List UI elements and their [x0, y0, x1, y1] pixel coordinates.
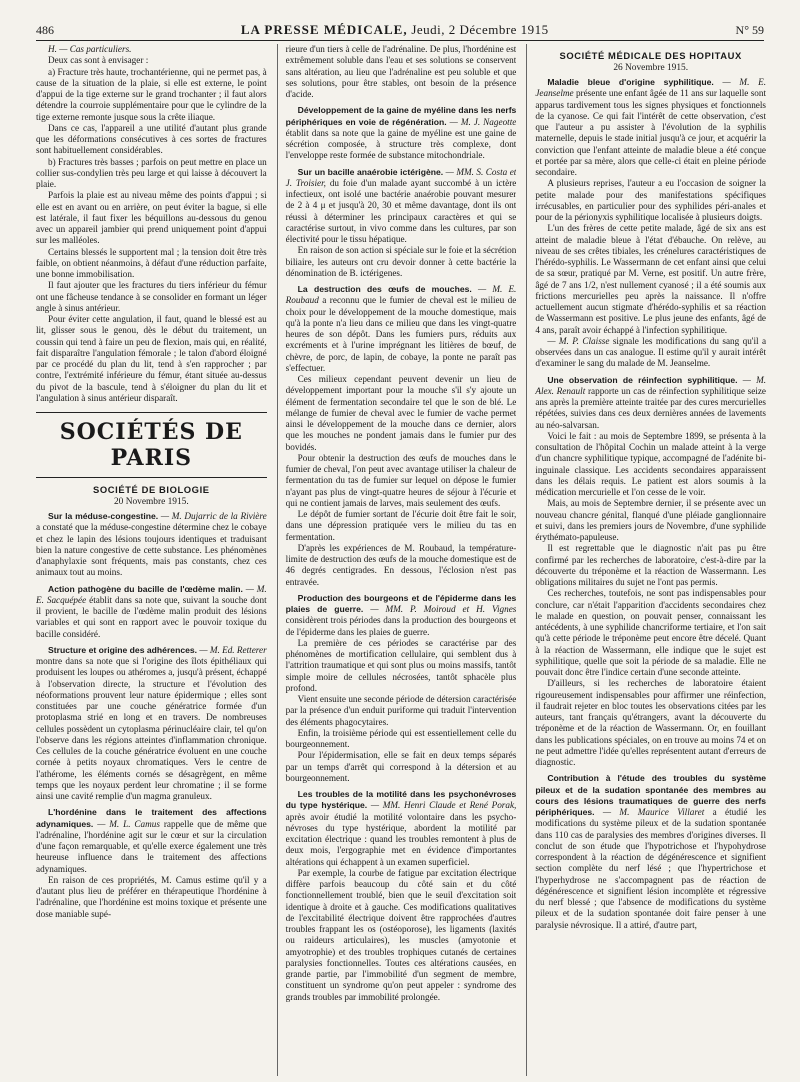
paragraph: b) Fractures très basses ; parfois on peut mettre en place un collier sus-condylien très peu large et qui laisse à découvert la plaie. [36, 156, 267, 189]
paragraph: Mais, au mois de Septembre dernier, il se présente avec un nouveau chancre génital, flanqué d'une pléiade ganglionnaire et suivi, dans les premiers jours de Novembre, d'une syphilide érythémato-papuleuse. [535, 498, 767, 542]
paragraph: Il est regrettable que le diagnostic n'ait pas pu être confirmé par les recherches de laboratoire, c'est-à-dire par la découverte du tréponème et la réaction de Wassermann. Les obligations militaires du sujet ne l'ont pas permis. [535, 543, 767, 587]
section-title: SOCIÉTÉS DE PARIS [36, 412, 267, 478]
article-entry: La destruction des œufs de mouches. — M. E. Roubaud a reconnu que le fumier de cheval est le milieu de choix pour le développement de la mouche domestique, mais qu'à la ponte n'a lieu dans ce milieu que dans les vingt-quatre heures de son dépôt. Dans les fumiers purs, réduits aux excréments et à l'urine imprégnant les litières de bœuf, de chèvre, de porc, de lapin, de cobaye, la ponte ne paraît pas s'effectuer. [285, 284, 517, 373]
column-2 [277, 44, 517, 1076]
paragraph: a) Fracture très haute, trochantérienne, qui ne permet pas, à cause de la situation de la plaie, si elle est externe, le point d'appui de la tige externe sur le grand trochanter ; il faut alors détendre la courroie supplémentaire pour que le cylindre de la tige externe remonte jusque sous la crête iliaque. [36, 66, 267, 122]
paragraph: D'après les expériences de M. Roubaud, la température-limite de destruction des œufs de la mouche domestique est de 46 degrés centigrades. En dessous, l'éclosion n'est pas entravée. [285, 542, 517, 587]
paragraph: Pour l'épidermisation, elle se fait en deux temps séparés par un temps d'arrêt qui correspond à la détersion et au bourgeonnement. [285, 750, 517, 783]
article-entry: Action pathogène du bacille de l'œdème malin. — M. E. Sacquépée établit dans sa note que, suivant la souche dont il provient, le bacille de l'œdème malin produit des lésions variables et qui sont en rapport avec le pouvoir toxique du bacille considéré. [36, 583, 267, 639]
article-entry: Maladie bleue d'origine syphilitique. — M. E. Jeanselme présente une enfant âgée de 11 ans sur laquelle sont apparus tardivement tous les signes physiques et fonctionnels de la cyanose. Ce qui fait l'intérêt de cette observation, c'est que l'auteur a pu assister à l'évolution de la syphilis maternelle, depuis le stade initial jusqu'à ce jour, et acquérir la conviction que l'enfant atteinte de maladie bleue a été conçue et portée par sa mère, alors que celle-ci était en pleine période secondaire. [535, 77, 767, 177]
article-entry: L'hordénine dans le traitement des affections adynamiques. — M. L. Camus rappelle que de même que l'adrénaline, l'hordénine agit sur le cœur et sur la circulation d'une façon remarquable, et qu'elle exerce également une très heureuse influence dans le traitement des affections adynamiques. [36, 807, 267, 874]
page-header [36, 14, 764, 41]
article-entry: Les troubles de la motilité dans les psychonévroses du type hystérique. — MM. Henri Claude et René Porak, après avoir étudié la motilité volontaire dans les psycho-névroses du type hystérique, abordent la motilité par excitation électrique : quand les troubles remontent à plus de deux mois, l'ergographie met en évidence d'importantes altérations qui échappent à un examen superficiel. [285, 789, 517, 867]
article-entry: — M. P. Claisse signale les modifications du sang qu'il a observées dans un cas analogue. Il estime qu'il y aurait intérêt d'examiner le sang du malade de M. Jeanselme. [535, 335, 767, 369]
society-title: SOCIÉTÉ DE BIOLOGIE [93, 484, 210, 495]
paragraph: D'ailleurs, si les recherches de laboratoire étaient rigoureusement indispensables pour affirmer une réinfection, il faudrait rejeter en bloc toutes les observations citées par les auteurs, tant français qu'étrangers, avant la découverte du tréponème et de la réaction de Wassermann. Or, en fouillant dans les publications spéciales, on en trouve au moins 74 et on ne peut admettre l'idée qu'elles représentent autant d'erreurs de diagnostic. [535, 678, 767, 767]
column-1 [36, 44, 267, 1076]
issue-number: N° 59 [735, 23, 764, 37]
paragraph: H. — Cas particuliers. [48, 44, 132, 54]
journal-name: LA PRESSE MÉDICALE, [240, 22, 408, 37]
paragraph: Il faut ajouter que les fractures du tiers inférieur du fémur ont une fâcheuse tendance à se consolider en formant un léger angle à sinus antérieur. [36, 280, 267, 313]
paragraph: Parfois la plaie est au niveau même des points d'appui ; si elle est en avant ou en arrière, on peut éviter la bague, si elle est latérale, il faut fixer les béquillons au-dessous du genou avec un appareil jambier qui prend uniquement point d'appui sur les malléoles. [36, 190, 267, 246]
paragraph: Vient ensuite une seconde période de détersion caractérisée par la présence d'un enduit puriforme qui traduit l'intervention des éléments phagocytaires. [285, 694, 517, 727]
paragraph: En raison de son action si spéciale sur le foie et la sécrétion biliaire, les auteurs ont cru devoir donner à cette bactérie la dénomination de B. ictérigenes. [285, 245, 517, 278]
paragraph: rieure d'un tiers à celle de l'adrénaline. De plus, l'hordénine est extrêmement soluble dans l'eau et ses solutions se conservent sans altération, au lieu que l'adrénaline est peu soluble et que ses solutions, pour être stables, ont besoin de la présence d'acide. [285, 44, 517, 99]
society-date: 20 Novembre 1915. [113, 497, 189, 507]
paragraph: Ces recherches, toutefois, ne sont pas indispensables pour conclure, car n'était l'apparition d'accidents secondaires chez le malade en question, on pouvait penser, connaissant les antécédents, à une syphilide chancriforme tertiaire, et l'on sait qu'à cette période le tréponème peut encore être décelé. Quant à la réaction de Wassermann, elle indique que le sujet est syphilitique, quelle que soit la période de sa maladie. Elle ne pouvait donc être l'indice certain d'une seconde atteinte. [535, 588, 767, 677]
paragraph: L'un des frères de cette petite malade, âgé de six ans est atteint de maladie bleue à l'état d'ébauche. On relève, au niveau de ses crêtes tibiales, les crénelures caractéristiques de l'hérédo-syphilis. Le Wassermann de cet enfant ainsi que celui de sa sœur, pratiqué par M. Verne, est positif. Un autre frère, âgé de 7 ans 1/2, n'est nullement cyanosé ; il a été soumis aux frictions mercurielles peu après la naissance. Il n'offre actuellement aucun stigmate d'hérédo-syphilis et sa réaction de Wassermann est positive. Le plus jeune des enfants, âgé de 4 ans, paraît avoir échappé à l'infection syphilitique. [535, 223, 767, 335]
paragraph: Par exemple, la courbe de fatigue par excitation électrique diffère parfois beaucoup du côté sain et du côté fonctionnellement troublé, bien que le seuil d'excitation soit identique à droite et à gauche. Ces modifications qualitatives de l'excitabilité électrique doivent être rapprochées d'autres troubles frappant les os (ostéoporose), les ligaments (laxités ou raideurs articulaires), les muscles (amyotonie et amyotrophie) et des troubles trophiques cutanés de certaines paralysies fonctionnelles. Toutes ces altérations causées, en grande partie, par l'immobilité d'un segment de membre, constituent un syndrome qu'on peut appeler : syndrome des grands troubles par immobilité prolongée. [285, 867, 517, 1002]
issue-date: Jeudi, 2 Décembre 1915 [411, 22, 549, 37]
paragraph: En raison de ces propriétés, M. Camus estime qu'il y a d'autant plus lieu de préférer en thérapeutique l'hordénine à l'adrénaline, que l'hordénine est moins toxique et présente une dose maniable supé- [36, 874, 267, 919]
paragraph: A plusieurs reprises, l'auteur a eu l'occasion de soigner la petite malade pour des manifestations spécifiques irrécusables, en particulier pour des syphilides péri-anales et pour de la périonyxis syphilitique localisée à plusieurs doigts. [535, 178, 767, 222]
article-entry: Développement de la gaine de myéline dans les nerfs périphériques en voie de régénération. — M. J. Nageotte établit dans sa note que la gaine de myéline est une gaine de sécrétion composée, à structure très complexe, dont l'enveloppe reste formée de substance mitochondriale. [285, 105, 517, 161]
article-entry: Structure et origine des adhérences. — M. Ed. Retterer montre dans sa note que si l'origine des îlots épithéliaux qui produisent les loupes ou athéromes a, jusqu'à présent, échappé à l'observation directe, la structure et l'évolution des néoformations prouvent leur nature épidermique ; elles sont constituées par une couche génératrice formée d'un protoplasma strié en long et en travers. De nombreuses cellules possèdent un cytoplasma périnucléaire clair, tel qu'on l'observe dans les régions atteintes d'inflammation chronique. Ces cellules de la couche génératrice évoluent en une couche cornée à petits noyaux chromatiques. Vers le centre de l'athérome, les éléments cornés se désagrègent, en même temps que les noyaux perdent leur chromatine ; il se forme ainsi une cavité remplie d'un magma granuleux. [36, 644, 267, 801]
article-entry: Production des bourgeons et de l'épiderme dans les plaies de guerre. — MM. P. Moiroud et H. Vignes considèrent trois périodes dans la production des bourgeons et de l'épiderme dans les plaies de guerre. [285, 592, 517, 637]
paragraph: Enfin, la troisième période qui est essentiellement celle du bourgeonnement. [285, 727, 517, 749]
columns [36, 44, 766, 1076]
society-title: SOCIÉTÉ MÉDICALE DES HOPITAUX [559, 50, 742, 61]
page-number: 486 [36, 23, 54, 37]
paragraph: Le dépôt de fumier sortant de l'écurie doit être fait le soir, dans une dépression pratiquée vers le milieu du tas en fermentation. [285, 509, 517, 542]
article-entry: Une observation de réinfection syphilitique. — M. Alex. Renault rapporte un cas de réinfection syphilitique seize ans après la première atteinte traitée par des cures mercurielles répétées, suivies dans ces deux dernières années de lavements au néo-salvarsan. [535, 374, 767, 430]
paragraph: Deux cas sont à envisager : [48, 55, 149, 66]
paragraph: Pour éviter cette angulation, il faut, quand le blessé est au lit, glisser sous le genou, dès le début du traitement, un coussin qui tend à faire un peu de flexion, mais qui, en réalité, fait disparaître l'angulation fémorale ; le talon d'abord éloigné par ce procédé du plan du lit, tend à s'en rapprocher ; par contre, l'extrémité inférieure du fémur, étant située au-dessus du pivot de la bascule, tend à s'éloigner du plan du lit et l'angulation à sinus antérieur disparaît. [36, 314, 267, 403]
paragraph: La première de ces périodes se caractérise par des phénomènes de mortification cellulaire, qui semblent dus à l'attrition traumatique et qui sont plus ou moins massifs, tantôt simple moire de cellules nécrosées, tantôt sphacèle plus profond. [285, 637, 517, 693]
article-entry: Sur un bacille anaérobie ictérigène. — MM. S. Costa et J. Troisier, du foie d'un malade ayant succombé à un ictère infectieux, ont isolé une bactérie anaérobie pouvant mesurer de 2 à 4 μ et jusqu'à 20, 30 et même davantage, dont ils ont réussi à déterminer les principaux caractères et qui se caractérise surtout, in vivo comme dans les cultures, par son électivité pour le tissu hépatique. [285, 166, 517, 244]
article-entry: Sur la méduse-congestine. — M. Dujarric de la Rivière a constaté que la méduse-congestine détermine chez le cobaye et chez le lapin des lésions toujours identiques et traduisant bien la nature congestive de cette substance. Les phénomènes d'anaphylaxie sont fréquents, mais pas constants, chez ces animaux tout au moins. [36, 511, 267, 578]
paragraph: Voici le fait : au mois de Septembre 1899, se présenta à la consultation de l'hôpital Cochin un malade atteint à la verge d'un chancre syphilitique typique, accompagné de l'adénite bi-inguinale classique. Les accidents secondaires apparaissent dans les délais requis. Le patient est alors soumis à la médication mercurielle et l'on cesse de le voir. [535, 430, 767, 497]
paragraph: Certains blessés le supportent mal ; la tension doit être très faible, on obtient néanmoins, à défaut d'une réduction parfaite, une bonne immobilisation. [36, 246, 267, 279]
running-title [241, 22, 549, 38]
article-entry: Contribution à l'étude des troubles du système pileux et de la sudation spontanée des membres au cours des lésions traumatiques de guerre des nerfs périphériques. — M. Maurice Villaret a étudié les modifications du système pileux et de la sudation spontanée dans 110 cas de paralysies des membres d'origines diverses. Il conclut de son étude que l'hypotrichose et l'hypohydrose correspondent à la réaction de dégénérescence et signifient section complète du nerf lésé ; que l'hypertrichose et l'hyperhydrose ne s'accompagnent pas de réaction de dégénérescence et signifient lésion incomplète et régressive du nerf blessé ; que l'absence de modifications du système pileux et de la sudation spontanée doit faire penser à une paralysie névrosique. Il a attiré, d'autre part, [535, 773, 767, 930]
column-3 [526, 44, 766, 1076]
paragraph: Dans ce cas, l'appareil a une utilité d'autant plus grande que les déformations consécutives à ces sortes de fractures sont habituellement considérables. [36, 122, 267, 156]
paragraph: Pour obtenir la destruction des œufs de mouches dans le fumier de cheval, l'on peut avec avantage utiliser la chaleur de fermentation du tas de fumier sur lequel on dépose le fumier n'ayant pas plus de vingt-quatre heures de séjour à l'écurie et qui ne contient jamais de larves, mais seulement des œufs. [285, 452, 517, 508]
society-date: 26 Novembre 1915. [613, 63, 689, 73]
paragraph: Ces milieux cependant peuvent devenir un lieu de développement important pour la mouche s'il s'y ajoute un élément de fermentation secondaire tel que le son de blé. Le mélange de fumier de cheval avec le fumier de vache permet ainsi le développement de la mouche dans ce dernier, alors que les mouches ne pondent jamais dans le fumier pur des bovidés. [285, 374, 517, 452]
